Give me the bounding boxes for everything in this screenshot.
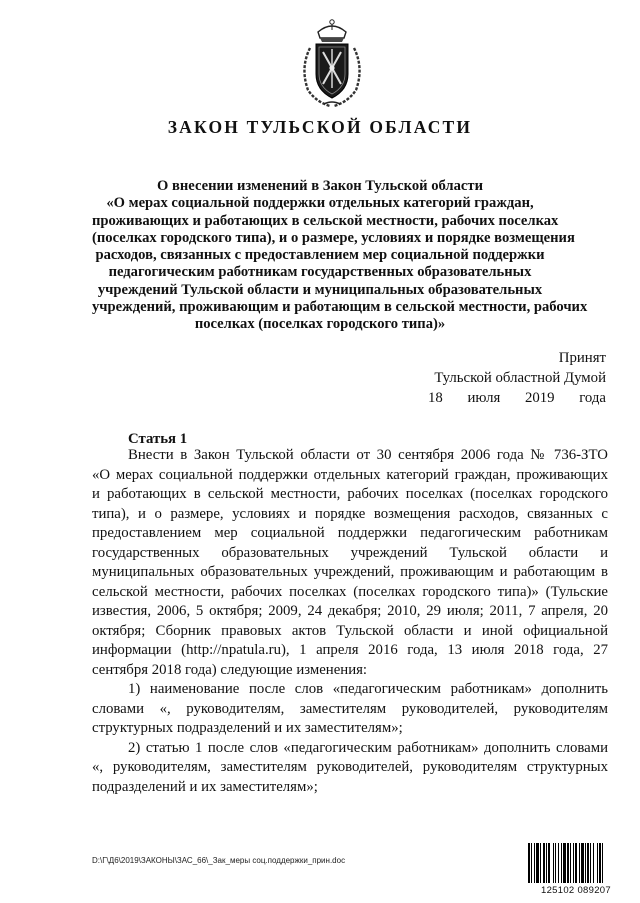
subject-line: учреждений, проживающим и работающим в сельской местности, рабочих	[92, 299, 588, 316]
body-line: известия, 2006, 5 октября; 2009, 24 декабря; 2010, 29 июля; 2011, 7 апреля, 20	[92, 603, 608, 619]
body-line: типа), и о размере, условиях и порядке возмещения расходов, связанных с	[92, 505, 608, 522]
subject-line: поселках (поселках городского типа)»	[194, 316, 446, 333]
barcode-number: 125102 089207	[541, 885, 611, 896]
tula-oblast-coat-of-arms-icon	[296, 18, 368, 110]
body-line: государственных образовательных учреждений Тульской области и	[92, 544, 608, 561]
subject-line: О внесении изменений в Закон Тульской области	[157, 178, 483, 194]
law-subject	[92, 178, 588, 334]
adoption-month: июля	[467, 390, 501, 406]
subject-line: «О мерах социальной поддержки отдельных категорий граждан,	[106, 195, 534, 212]
adoption-year-suffix: года	[579, 390, 606, 406]
law-title: ЗАКОН ТУЛЬСКОЙ ОБЛАСТИ	[167, 117, 473, 137]
adoption-label: Принят	[558, 350, 606, 366]
barcode-icon	[528, 843, 624, 887]
body-line: 2) статью 1 после слов «педагогическим работникам» дополнить словами	[128, 739, 608, 756]
body-line: структурных подразделений и их заместителям»;	[92, 720, 403, 736]
body-line: сентября 2018 года) следующие изменения:	[92, 661, 368, 678]
body-line: «О мерах социальной поддержки отдельных категорий граждан, проживающих	[92, 466, 608, 483]
file-path: D:\Г\Д6\2019\ЗАКОНЫ\ЗАС_66\_Зак_меры соц.поддержки_прин.doc	[92, 856, 346, 865]
subject-line: педагогическим работникам государственных образовательных	[108, 264, 532, 281]
body-line: Внести в Закон Тульской области от 30 сентября 2006 года № 736-ЗТО	[128, 447, 608, 463]
body-line: муниципальных образовательных учреждений, проживающим и работающим в	[92, 564, 608, 580]
subject-line: (поселках городского типа), и о размере, условиях и порядке возмещения	[92, 229, 575, 246]
adoption-year: 2019	[524, 390, 555, 406]
adoption-date	[428, 388, 606, 408]
body-line: подразделений и их заместителям»;	[92, 778, 318, 795]
body-line: сельской местности, рабочих поселках (поселках городского типа)» (Тульские	[92, 583, 608, 600]
body-line: информации (http://npatula.ru), 1 апреля 2016 года, 13 июля 2018 года, 27	[92, 642, 608, 658]
body-line: и работающих в сельской местности, рабочих поселках (поселках городского	[92, 486, 608, 502]
article-title: Статья 1	[128, 431, 188, 447]
subject-line: учреждений Тульской области и муниципальных образовательных	[97, 281, 543, 298]
body-line: словами «, руководителям, заместителям руководителей, руководителям	[92, 700, 608, 717]
adoption-body: Тульской областной Думой	[434, 370, 606, 386]
body-line: 1) наименование после слов «педагогическим работникам» дополнить	[128, 681, 608, 697]
subject-line: расходов, связанных с предоставлением мер социальной поддержки	[95, 247, 545, 264]
subject-line: проживающих и работающих в сельской местности, рабочих поселках	[92, 212, 559, 229]
body-line: октября; Сборник правовых актов Тульской области и иной официальной	[92, 622, 608, 639]
body-line: «, руководителям, заместителям руководителей, руководителям структурных	[92, 759, 608, 775]
adoption-block	[428, 348, 606, 408]
adoption-day: 18	[428, 390, 443, 406]
body-line: предоставлением мер социальной поддержки педагогическим работникам	[92, 525, 608, 541]
article-body	[92, 446, 608, 797]
